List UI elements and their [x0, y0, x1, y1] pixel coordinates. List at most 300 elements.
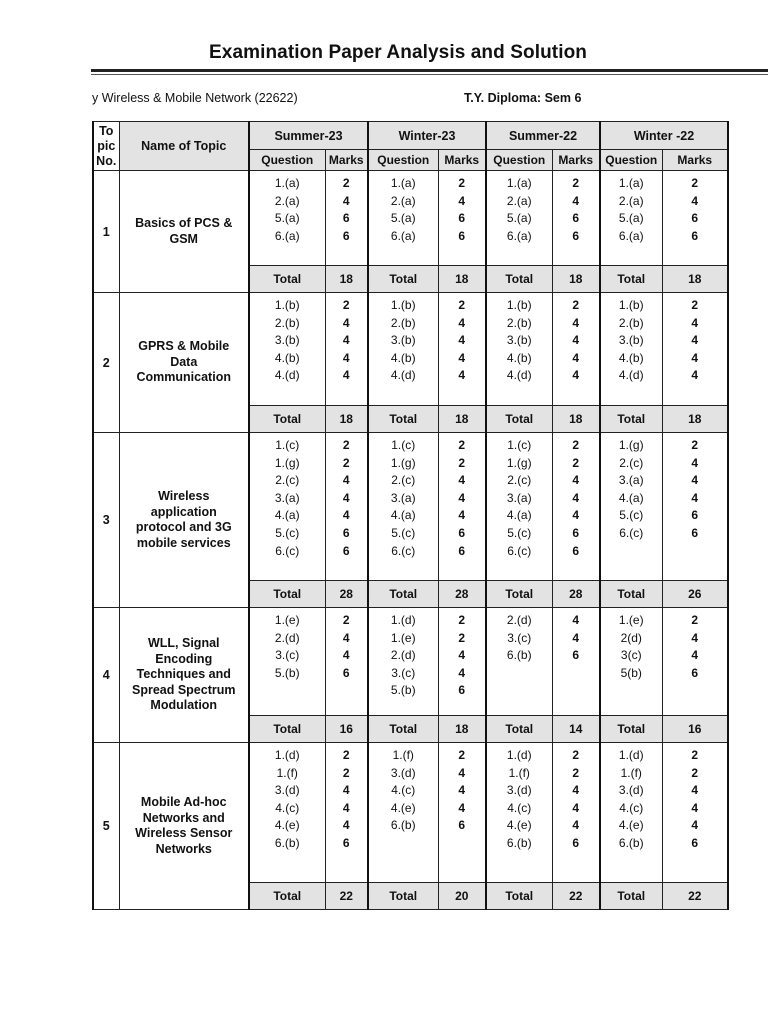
- question-item: 1.(b): [390, 298, 416, 312]
- marks-item: 4: [458, 193, 466, 208]
- marks-cell: [325, 743, 368, 883]
- question-item: 2.(a): [274, 193, 300, 208]
- question-cell: [368, 433, 438, 581]
- question-item: 1.(b): [274, 298, 300, 312]
- question-list: [601, 433, 662, 543]
- marks-item: 2: [691, 298, 699, 312]
- marks-item: 2: [572, 438, 580, 452]
- marks-cell: [552, 293, 600, 406]
- question-list: [601, 608, 662, 682]
- question-cell: [368, 171, 438, 266]
- question-list: [487, 293, 552, 385]
- question-list: [369, 743, 438, 835]
- total-label: Total: [486, 883, 552, 910]
- marks-item: 6: [691, 228, 699, 243]
- marks-item: 4: [458, 648, 466, 663]
- question-item: 2.(b): [274, 315, 300, 330]
- marks-item: 4: [572, 350, 580, 365]
- question-item: 1.(b): [506, 298, 532, 312]
- question-cell: [368, 743, 438, 883]
- marks-item: 2: [342, 176, 350, 190]
- exam-header: Summer-23: [249, 122, 368, 150]
- question-header: Question: [600, 150, 662, 171]
- total-label: Total: [368, 716, 438, 743]
- question-item: 4.(d): [390, 368, 416, 383]
- total-label: Total: [249, 406, 325, 433]
- question-item: 3.(d): [274, 783, 300, 798]
- question-item: 6.(b): [274, 835, 300, 850]
- title-rule-thin: [91, 74, 768, 75]
- question-item: 1.(f): [276, 765, 298, 780]
- marks-header: Marks: [662, 150, 728, 171]
- page-title: Examination Paper Analysis and Solution: [209, 42, 587, 63]
- question-cell: [368, 293, 438, 406]
- question-item: 4.(d): [506, 368, 532, 383]
- total-label: Total: [600, 883, 662, 910]
- question-cell: [249, 608, 325, 716]
- total-value: 14: [552, 716, 600, 743]
- marks-item: 4: [691, 630, 699, 645]
- question-item: 4.(a): [618, 490, 644, 505]
- marks-item: 2: [691, 613, 699, 627]
- total-value: 16: [325, 716, 368, 743]
- question-item: 1.(d): [274, 748, 300, 762]
- marks-item: 4: [691, 648, 699, 663]
- total-value: 28: [438, 581, 486, 608]
- marks-item: 2: [458, 613, 466, 627]
- question-item: 4.(a): [274, 508, 300, 523]
- question-item: 2.(b): [390, 315, 416, 330]
- question-item: 4.(e): [390, 800, 416, 815]
- question-item: 1.(c): [507, 438, 532, 452]
- total-value: 28: [552, 581, 600, 608]
- marks-cell: [552, 608, 600, 716]
- marks-item: 4: [342, 315, 350, 330]
- marks-item: 4: [572, 508, 580, 523]
- topic-name-header: Name of Topic: [119, 122, 249, 171]
- exam-header: Summer-22: [486, 122, 600, 150]
- marks-item: 2: [691, 748, 699, 762]
- marks-item: 2: [458, 630, 466, 645]
- question-item: 6.(c): [507, 543, 532, 558]
- marks-cell: [325, 433, 368, 581]
- question-item: 3.(b): [274, 333, 300, 348]
- question-cell: [600, 433, 662, 581]
- question-cell: [249, 171, 325, 266]
- marks-item: 4: [342, 800, 350, 815]
- marks-item: 6: [691, 211, 699, 226]
- question-item: 2.(d): [390, 648, 416, 663]
- marks-item: 4: [458, 508, 466, 523]
- question-item: 4.(c): [507, 800, 532, 815]
- analysis-table: [92, 121, 729, 910]
- marks-item: 4: [572, 800, 580, 815]
- marks-item: 6: [458, 525, 466, 540]
- marks-item: 4: [458, 490, 466, 505]
- table-body: [93, 171, 728, 910]
- marks-list: [439, 171, 486, 245]
- question-item: 6.(b): [506, 648, 532, 663]
- question-cell: [249, 433, 325, 581]
- total-label: Total: [368, 266, 438, 293]
- marks-item: 4: [691, 455, 699, 470]
- question-item: 1.(e): [618, 613, 644, 627]
- marks-item: 4: [342, 648, 350, 663]
- marks-item: 4: [458, 333, 466, 348]
- question-item: 2.(c): [619, 455, 644, 470]
- marks-cell: [438, 608, 486, 716]
- marks-item: 6: [458, 683, 466, 698]
- question-item: 4.(e): [274, 818, 300, 833]
- total-label: Total: [600, 581, 662, 608]
- marks-item: 4: [458, 368, 466, 383]
- marks-item: 6: [342, 665, 350, 680]
- marks-cell: [325, 608, 368, 716]
- question-item: 3(c): [620, 648, 642, 663]
- question-list: [250, 433, 325, 560]
- question-item: 4.(b): [274, 350, 300, 365]
- question-item: 2.(a): [618, 193, 644, 208]
- marks-item: 2: [572, 455, 580, 470]
- marks-list: [663, 608, 728, 682]
- marks-cell: [662, 608, 728, 716]
- marks-item: 4: [691, 333, 699, 348]
- question-item: 6.(a): [390, 228, 416, 243]
- question-item: 5.(c): [391, 525, 416, 540]
- subject-line: y Wireless & Mobile Network (22622): [92, 91, 298, 105]
- question-item: 5(b): [620, 665, 642, 680]
- question-item: 2.(a): [390, 193, 416, 208]
- question-item: 2.(b): [618, 315, 644, 330]
- question-item: 3.(a): [618, 473, 644, 488]
- question-list: [369, 171, 438, 245]
- marks-item: 4: [342, 473, 350, 488]
- total-label: Total: [600, 716, 662, 743]
- total-label: Total: [249, 716, 325, 743]
- question-item: 4.(b): [390, 350, 416, 365]
- marks-list: [663, 293, 728, 385]
- marks-item: 4: [458, 473, 466, 488]
- marks-item: 2: [458, 455, 466, 470]
- marks-cell: [325, 171, 368, 266]
- question-item: 6.(a): [618, 228, 644, 243]
- question-item: 3.(d): [618, 783, 644, 798]
- marks-item: 4: [572, 473, 580, 488]
- question-item: 5.(a): [274, 211, 300, 226]
- semester-line: T.Y. Diploma: Sem 6: [464, 91, 582, 105]
- marks-list: [439, 293, 486, 385]
- question-item: 1.(d): [506, 748, 532, 762]
- marks-item: 4: [691, 490, 699, 505]
- marks-item: 4: [342, 508, 350, 523]
- question-item: 6.(c): [275, 543, 300, 558]
- question-item: 4.(d): [274, 368, 300, 383]
- question-item: 3.(a): [506, 490, 532, 505]
- question-item: 2(d): [620, 630, 642, 645]
- marks-item: 2: [572, 748, 580, 762]
- marks-item: 4: [342, 368, 350, 383]
- marks-item: 4: [572, 818, 580, 833]
- question-item: 6.(a): [506, 228, 532, 243]
- question-item: 1.(f): [392, 748, 414, 762]
- marks-item: 6: [572, 525, 580, 540]
- marks-item: 4: [691, 818, 699, 833]
- marks-item: 6: [691, 665, 699, 680]
- question-item: 5.(a): [390, 211, 416, 226]
- marks-item: 4: [572, 783, 580, 798]
- marks-header: Marks: [552, 150, 600, 171]
- marks-item: 4: [342, 333, 350, 348]
- question-cell: [368, 608, 438, 716]
- marks-cell: [438, 433, 486, 581]
- question-item: 5.(c): [507, 525, 532, 540]
- question-item: 3.(d): [390, 765, 416, 780]
- marks-item: 2: [342, 613, 350, 627]
- topic-name: Mobile Ad-hoc Networks and Wireless Sensor Networks: [119, 743, 249, 910]
- marks-item: 4: [572, 490, 580, 505]
- marks-item: 4: [342, 818, 350, 833]
- question-item: 2.(d): [506, 613, 532, 627]
- marks-item: 6: [572, 228, 580, 243]
- table-row: [93, 171, 728, 266]
- total-value: 18: [662, 406, 728, 433]
- marks-item: 4: [458, 315, 466, 330]
- marks-item: 6: [572, 543, 580, 558]
- question-item: 6.(b): [506, 835, 532, 850]
- topic-number: 5: [93, 743, 119, 910]
- question-item: 4.(e): [506, 818, 532, 833]
- marks-cell: [552, 171, 600, 266]
- marks-item: 6: [691, 508, 699, 523]
- question-cell: [486, 433, 552, 581]
- marks-item: 4: [691, 473, 699, 488]
- total-value: 22: [552, 883, 600, 910]
- question-item: 3.(d): [506, 783, 532, 798]
- question-list: [487, 433, 552, 560]
- question-item: 5.(a): [506, 211, 532, 226]
- marks-item: 6: [342, 525, 350, 540]
- marks-item: 6: [691, 835, 699, 850]
- total-value: 18: [662, 266, 728, 293]
- question-item: 6.(a): [274, 228, 300, 243]
- question-item: 2.(a): [506, 193, 532, 208]
- marks-item: 6: [458, 543, 466, 558]
- title-rule: [91, 69, 768, 72]
- question-cell: [486, 293, 552, 406]
- total-value: 22: [325, 883, 368, 910]
- topic-number: 3: [93, 433, 119, 608]
- marks-cell: [438, 293, 486, 406]
- marks-item: 6: [342, 211, 350, 226]
- question-item: 1.(a): [618, 176, 644, 190]
- question-item: 1.(g): [390, 455, 416, 470]
- question-item: 4.(c): [619, 800, 644, 815]
- total-value: 18: [438, 716, 486, 743]
- marks-list: [553, 293, 600, 385]
- marks-item: 2: [342, 438, 350, 452]
- total-value: 18: [325, 266, 368, 293]
- marks-item: 4: [342, 630, 350, 645]
- marks-item: 2: [458, 748, 466, 762]
- question-item: 1.(c): [391, 438, 416, 452]
- question-list: [601, 171, 662, 245]
- question-item: 2.(b): [506, 315, 532, 330]
- marks-list: [439, 608, 486, 700]
- question-item: 4.(d): [618, 368, 644, 383]
- topic-number: 4: [93, 608, 119, 743]
- marks-list: [326, 433, 368, 560]
- table-row: [93, 743, 728, 883]
- question-item: 1.(d): [390, 613, 416, 627]
- marks-cell: [438, 171, 486, 266]
- marks-item: 4: [342, 193, 350, 208]
- question-item: 4.(a): [506, 508, 532, 523]
- total-label: Total: [368, 883, 438, 910]
- question-list: [601, 293, 662, 385]
- marks-list: [326, 608, 368, 682]
- marks-item: 2: [342, 765, 350, 780]
- question-list: [487, 608, 552, 665]
- marks-item: 4: [572, 630, 580, 645]
- question-list: [369, 293, 438, 385]
- marks-item: 6: [458, 818, 466, 833]
- question-cell: [600, 293, 662, 406]
- question-item: 3.(b): [390, 333, 416, 348]
- marks-cell: [552, 433, 600, 581]
- marks-item: 6: [572, 648, 580, 663]
- question-list: [487, 743, 552, 853]
- marks-item: 4: [458, 350, 466, 365]
- question-item: 5.(a): [618, 211, 644, 226]
- marks-item: 6: [342, 835, 350, 850]
- marks-item: 4: [458, 665, 466, 680]
- marks-item: 6: [342, 228, 350, 243]
- question-item: 3.(c): [275, 648, 300, 663]
- question-list: [369, 608, 438, 700]
- question-item: 5.(b): [274, 665, 300, 680]
- question-list: [250, 608, 325, 682]
- question-item: 3.(c): [507, 630, 532, 645]
- table-row: [93, 293, 728, 406]
- marks-list: [553, 171, 600, 245]
- total-label: Total: [486, 716, 552, 743]
- marks-cell: [662, 743, 728, 883]
- marks-item: 4: [691, 368, 699, 383]
- marks-item: 4: [572, 193, 580, 208]
- topic-no-header: To pic No.: [93, 122, 119, 171]
- question-item: 1.(g): [506, 455, 532, 470]
- marks-item: 2: [572, 298, 580, 312]
- topic-name: WLL, Signal Encoding Techniques and Spread Spectrum Modulation: [119, 608, 249, 743]
- question-list: [487, 171, 552, 245]
- question-item: 1.(e): [274, 613, 300, 627]
- question-header: Question: [368, 150, 438, 171]
- question-list: [250, 293, 325, 385]
- question-item: 4.(b): [618, 350, 644, 365]
- total-label: Total: [486, 581, 552, 608]
- question-item: 1.(c): [275, 438, 300, 452]
- marks-item: 6: [458, 211, 466, 226]
- marks-item: 2: [691, 176, 699, 190]
- question-item: 3.(c): [391, 665, 416, 680]
- total-label: Total: [249, 883, 325, 910]
- question-item: 1.(f): [508, 765, 530, 780]
- marks-cell: [662, 433, 728, 581]
- total-value: 18: [552, 266, 600, 293]
- marks-item: 4: [572, 333, 580, 348]
- marks-item: 4: [342, 490, 350, 505]
- question-item: 1.(d): [618, 748, 644, 762]
- total-value: 16: [662, 716, 728, 743]
- marks-item: 6: [572, 211, 580, 226]
- question-item: 2.(c): [391, 473, 416, 488]
- total-label: Total: [486, 406, 552, 433]
- question-cell: [249, 293, 325, 406]
- question-item: 1.(g): [618, 438, 644, 452]
- question-item: 1.(g): [274, 455, 300, 470]
- marks-list: [326, 171, 368, 245]
- total-value: 20: [438, 883, 486, 910]
- question-cell: [249, 743, 325, 883]
- question-list: [369, 433, 438, 560]
- question-item: 5.(b): [390, 683, 416, 698]
- marks-item: 2: [342, 298, 350, 312]
- question-item: 6.(b): [390, 818, 416, 833]
- marks-item: 4: [572, 315, 580, 330]
- topic-name: Wireless application protocol and 3G mobile services: [119, 433, 249, 608]
- marks-item: 4: [691, 783, 699, 798]
- total-label: Total: [600, 406, 662, 433]
- marks-item: 6: [458, 228, 466, 243]
- marks-item: 2: [342, 748, 350, 762]
- topic-number: 1: [93, 171, 119, 293]
- question-cell: [486, 171, 552, 266]
- question-item: 6.(c): [391, 543, 416, 558]
- total-value: 18: [325, 406, 368, 433]
- total-label: Total: [486, 266, 552, 293]
- question-item: 4.(c): [275, 800, 300, 815]
- marks-item: 2: [458, 176, 466, 190]
- question-item: 1.(a): [390, 176, 416, 190]
- marks-list: [553, 743, 600, 853]
- marks-list: [439, 433, 486, 560]
- total-value: 18: [552, 406, 600, 433]
- marks-item: 4: [342, 350, 350, 365]
- total-label: Total: [368, 581, 438, 608]
- question-header: Question: [486, 150, 552, 171]
- question-item: 4.(c): [391, 783, 416, 798]
- marks-list: [439, 743, 486, 835]
- marks-item: 2: [458, 438, 466, 452]
- total-value: 18: [438, 406, 486, 433]
- total-label: Total: [600, 266, 662, 293]
- marks-cell: [552, 743, 600, 883]
- marks-item: 4: [458, 765, 466, 780]
- exam-header: Winter -22: [600, 122, 728, 150]
- question-cell: [600, 743, 662, 883]
- question-item: 3.(a): [390, 490, 416, 505]
- total-label: Total: [249, 266, 325, 293]
- question-item: 5.(c): [275, 525, 300, 540]
- marks-list: [326, 743, 368, 853]
- marks-list: [553, 608, 600, 665]
- question-item: 2.(d): [274, 630, 300, 645]
- question-item: 4.(b): [506, 350, 532, 365]
- marks-cell: [325, 293, 368, 406]
- question-item: 1.(a): [274, 176, 300, 190]
- marks-item: 6: [572, 835, 580, 850]
- exam-header: Winter-23: [368, 122, 486, 150]
